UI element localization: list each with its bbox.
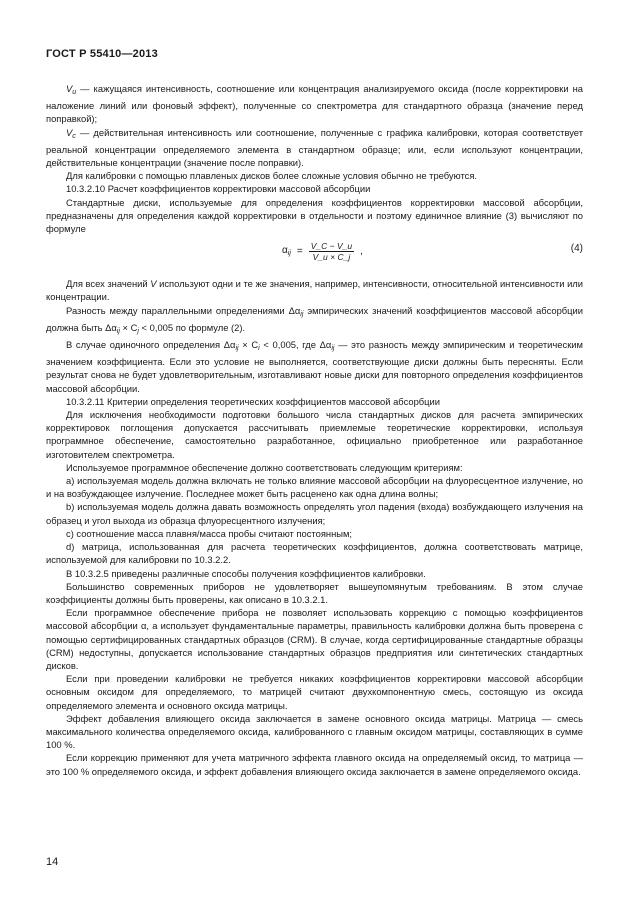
paragraph: Для исключения необходимости подготовки большого числа стандартных дисков для расчета эмпирических корректировок поглощения допускается рассчитывать приемлемые теоретические корректировки, используя программное обеспечение, самостоятельно разработанное, официально приобретенное или разработанное изготовителем спектрометра.: [46, 409, 583, 460]
equation-number: (4): [570, 243, 583, 255]
paragraph: Если при проведении калибровки не требуется никаких коэффициентов корректировки массовой абсорбции основным оксидом для определяемого, то матрицей считают двухкомпонентную смесь, состоящую из оксида определяемого элемента и основного оксида матрицы.: [46, 673, 583, 711]
paragraph: Если коррекцию применяют для учета матричного эффекта главного оксида на определяемый оксид, то матрица — это 100 % определяемого оксида, и эффект добавления влияющего оксида заключается в замене определяемого оксида.: [46, 752, 583, 777]
paragraph: Используемое программное обеспечение должно соответствовать следующим критериям:: [66, 461, 463, 473]
page-header: ГОСТ Р 55410—2013: [46, 48, 158, 60]
formula-lhs: α: [282, 244, 288, 256]
paragraph: Стандартные диски, используемые для определения коэффициентов корректировки массовой абсорбции, предназначены для определения каждой корректировки в отдельности и поэтому единичное влияние (3) вычисляют по формуле: [46, 196, 583, 235]
section-heading: 10.3.2.10 Расчет коэффициентов корректировки массовой абсорбции: [66, 183, 371, 195]
paragraph: Для всех значений V используют одни и те же значения, например, интенсивности, относительной интенсивности или концентрации.: [46, 278, 584, 303]
page-number: 14: [46, 856, 59, 868]
paragraph: Если программное обеспечение прибора не позволяет использовать коррекцию с помощью коэффициентов массовой абсорбции α, а использует фундаментальные параметры, правильность калибровки должна быть проверена с помощью сертифицированных стандартных образцов (CRM). В случае, когда сертифицированные стандартные образцы (CRM) недоступны, допускается использование стандартных образцов предприятия или синтетических стандартных дисков.: [46, 607, 583, 671]
formula-expression: $\alpha_{ij}$ = $\frac{V\_C - V\_u}{V\_u \times C\_j}$ ,: [282, 241, 363, 263]
paragraph: Эффект добавления влияющего оксида заключается в замене основного оксида матрицы. Матрица — смесь максимального количества определяемого оксида, калиброванного с главным оксидом матрицы, составляющих в сумме 100 %.: [46, 712, 583, 751]
section-heading: 10.3.2.11 Критерии определения теоретических коэффициентов массовой абсорбции: [66, 395, 441, 407]
variable-vc-definition: $V_c$ — действительная интенсивность или соотношение, полученные с графика калибровки, которая соответствует реальной концентрации определяемого элемента в стандартном образце; или, если используют концентрации, действительные концентрации (значение после поправки).: [46, 126, 583, 169]
formula-equals: =: [296, 246, 303, 258]
formula-4: [46, 239, 583, 269]
variable-vu-definition: $V_u$ — кажущаяся интенсивность, соотношение или концентрация анализируемого оксида (после корректировки на наложение линий или фоновый эффект), полученные со спектрометра для стандартного образца (значение перед поправкой);: [46, 83, 583, 125]
paragraph: Для калибровки с помощью плавленых дисков более сложные условия обычно не требуются.: [66, 170, 478, 182]
formula-numerator: V_C − V_u: [310, 241, 353, 252]
list-item: а) используемая модель должна включать не только влияние массовой абсорбции на флуоресцентное излучение, но и на возбуждающее излучение. Последнее может быть расценено как одна длина волны;: [46, 475, 583, 500]
list-item: d) матрица, использованная для расчета теоретических коэффициентов, должна соответствовать матрице, используемой для калибровки по 10.3.2.2.: [46, 541, 583, 566]
list-item: с) соотношение масса плавня/масса пробы считают постоянным;: [66, 527, 353, 539]
paragraph: Разность между параллельными определениями $\Delta\alpha_{ij}$ эмпирических значений коэффициентов массовой абсорбции должна быть $\Delta\alpha_{ij} \times C_j < 0,005$ по формуле (2).: [46, 304, 583, 335]
page-content: [46, 82, 583, 778]
paragraph: В 10.3.2.5 приведены различные способы получения коэффициентов калибровки.: [66, 567, 426, 579]
formula-fraction: [309, 241, 354, 262]
paragraph: В случае одиночного определения $\Delta\alpha_{ij} \times C_i < 0,005$, где $\Delta\alpha_{ij}$ — это разность между эмпирическим и теоретическим значением коэффициента. Если это условие не выполняется, соответствующие диски должны быть пересняты. Если результат снова не будет удовлетворительным, изготавливают новые диски для повторного определения коэффициентов массовой абсорбции.: [46, 339, 583, 394]
paragraph: Большинство современных приборов не удовлетворяет вышеупомянутым требованиям. В этом случае коэффициенты должны быть проверены, как описано в 10.3.2.1.: [46, 580, 583, 605]
list-item: b) используемая модель должна давать возможность определять угол падения (входа) возбуждающего излучения на образец и угол выхода из образца флуоресцентного излучения;: [46, 501, 583, 526]
formula-denominator: V_u × C_j: [312, 252, 351, 263]
